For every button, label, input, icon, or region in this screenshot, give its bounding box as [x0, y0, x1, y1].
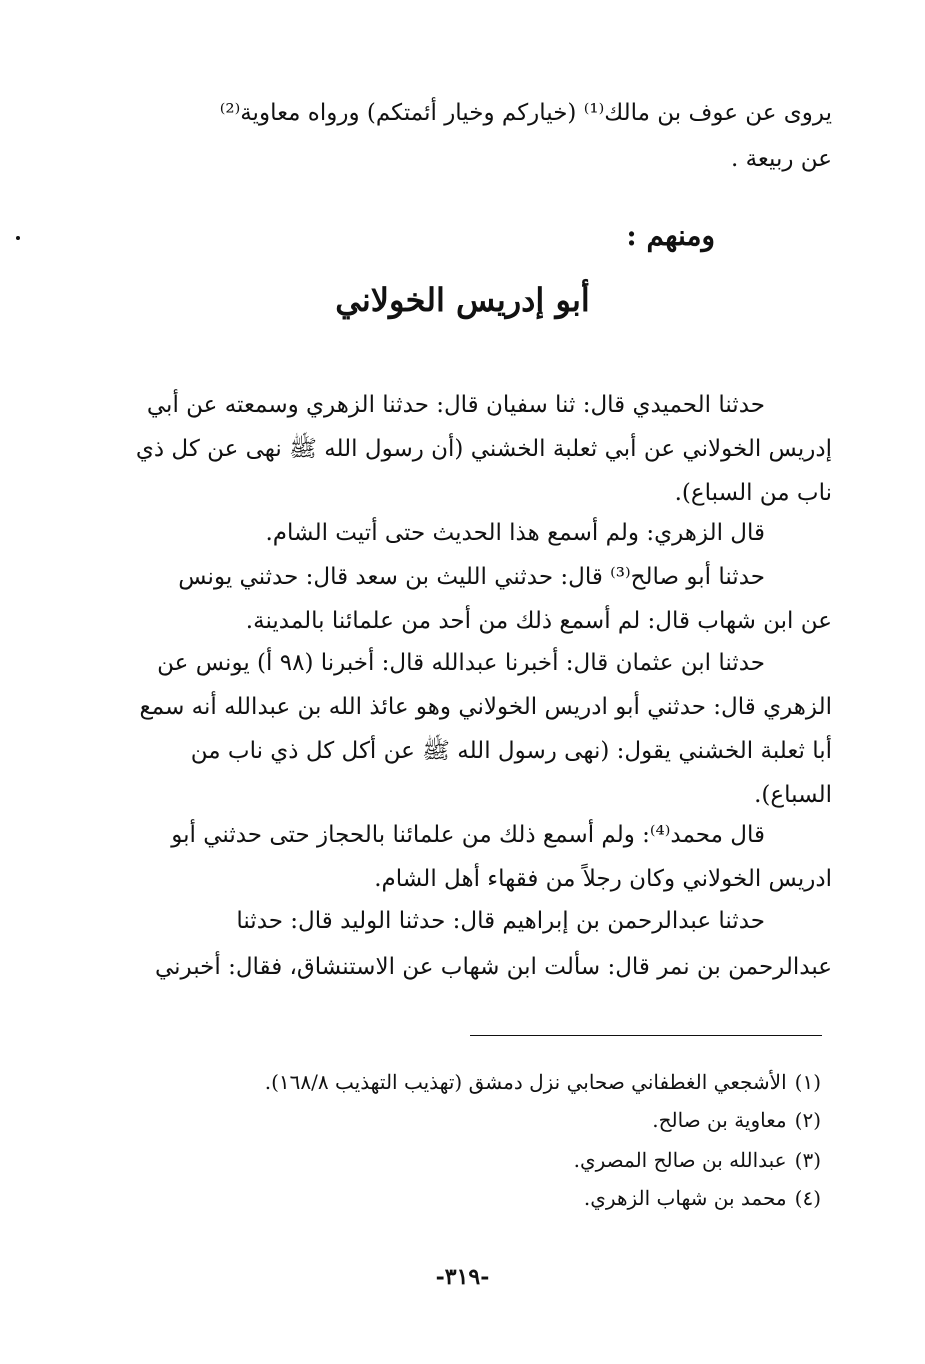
margin-mark [16, 236, 20, 240]
intro-line-1: يروى عن عوف بن مالك⁽¹⁾ (خياركم وخيار أئمتكم) ورواه معاوية⁽²⁾ [219, 100, 832, 126]
section-label: ومنهم : [626, 219, 715, 252]
body-line: أبا ثعلبة الخشني يقول: (نهى رسول الله ﷺ عن أكل كل ذي ناب من [190, 738, 832, 764]
body-line: حدثنا عبدالرحمن بن إبراهيم قال: حدثنا الوليد قال: حدثنا [236, 908, 765, 934]
footnote-divider [470, 1035, 822, 1036]
body-line: قال محمد⁽⁴⁾: ولم أسمع ذلك من علمائنا بالحجاز حتى حدثني أبو [171, 822, 765, 848]
footnote-2 [652, 1106, 821, 1134]
body-line: حدثنا ابن عثمان قال: أخبرنا عبدالله قال: أخبرنا (٩٨ أ) يونس عن [157, 650, 765, 676]
body-line: الزهري قال: حدثني أبو ادريس الخولاني وهو عائذ الله بن عبدالله أنه سمع [139, 694, 832, 720]
body-line: عبدالرحمن بن نمر قال: سألت ابن شهاب عن الاستنشاق، فقال: أخبرني [154, 954, 832, 980]
footnote-text: عبدالله بن صالح المصري. [573, 1148, 787, 1172]
body-line: حدثنا أبو صالح⁽³⁾ قال: حدثني الليث بن سعد قال: حدثني يونس [178, 564, 765, 590]
footnote-1 [265, 1068, 821, 1096]
section-title: أبو إدريس الخولاني [335, 281, 590, 319]
footnote-text: محمد بن شهاب الزهري. [583, 1186, 787, 1210]
footnote-number: (٢) [794, 1108, 821, 1132]
intro-line-2: عن ربيعة . [730, 146, 832, 172]
body-line: ادريس الخولاني وكان رجلاً من فقهاء أهل الشام. [374, 866, 832, 892]
footnote-text: الأشجعي الغطفاني صحابي نزل دمشق (تهذيب التهذيب ١٦٨/٨). [264, 1070, 787, 1094]
footnote-4 [584, 1184, 821, 1212]
footnote-3 [574, 1146, 821, 1174]
footnote-number: (٤) [794, 1186, 821, 1210]
body-line: إدريس الخولاني عن أبي ثعلبة الخشني (أن رسول الله ﷺ نهى عن كل ذي [135, 436, 832, 462]
body-line: السباع). [754, 782, 832, 808]
footnote-number: (٣) [794, 1148, 821, 1172]
page-number: -٣١٩- [435, 1264, 490, 1290]
body-line: عن ابن شهاب قال: لم أسمع ذلك من أحد من علمائنا بالمدينة. [245, 608, 832, 634]
body-line: حدثنا الحميدي قال: ثنا سفيان قال: حدثنا الزهري وسمعته عن أبي [146, 392, 765, 418]
body-line: قال الزهري: ولم أسمع هذا الحديث حتى أتيت الشام. [265, 520, 765, 546]
body-line: ناب من السباع). [674, 480, 832, 506]
footnote-number: (١) [794, 1070, 821, 1094]
footnote-text: معاوية بن صالح. [652, 1108, 787, 1132]
